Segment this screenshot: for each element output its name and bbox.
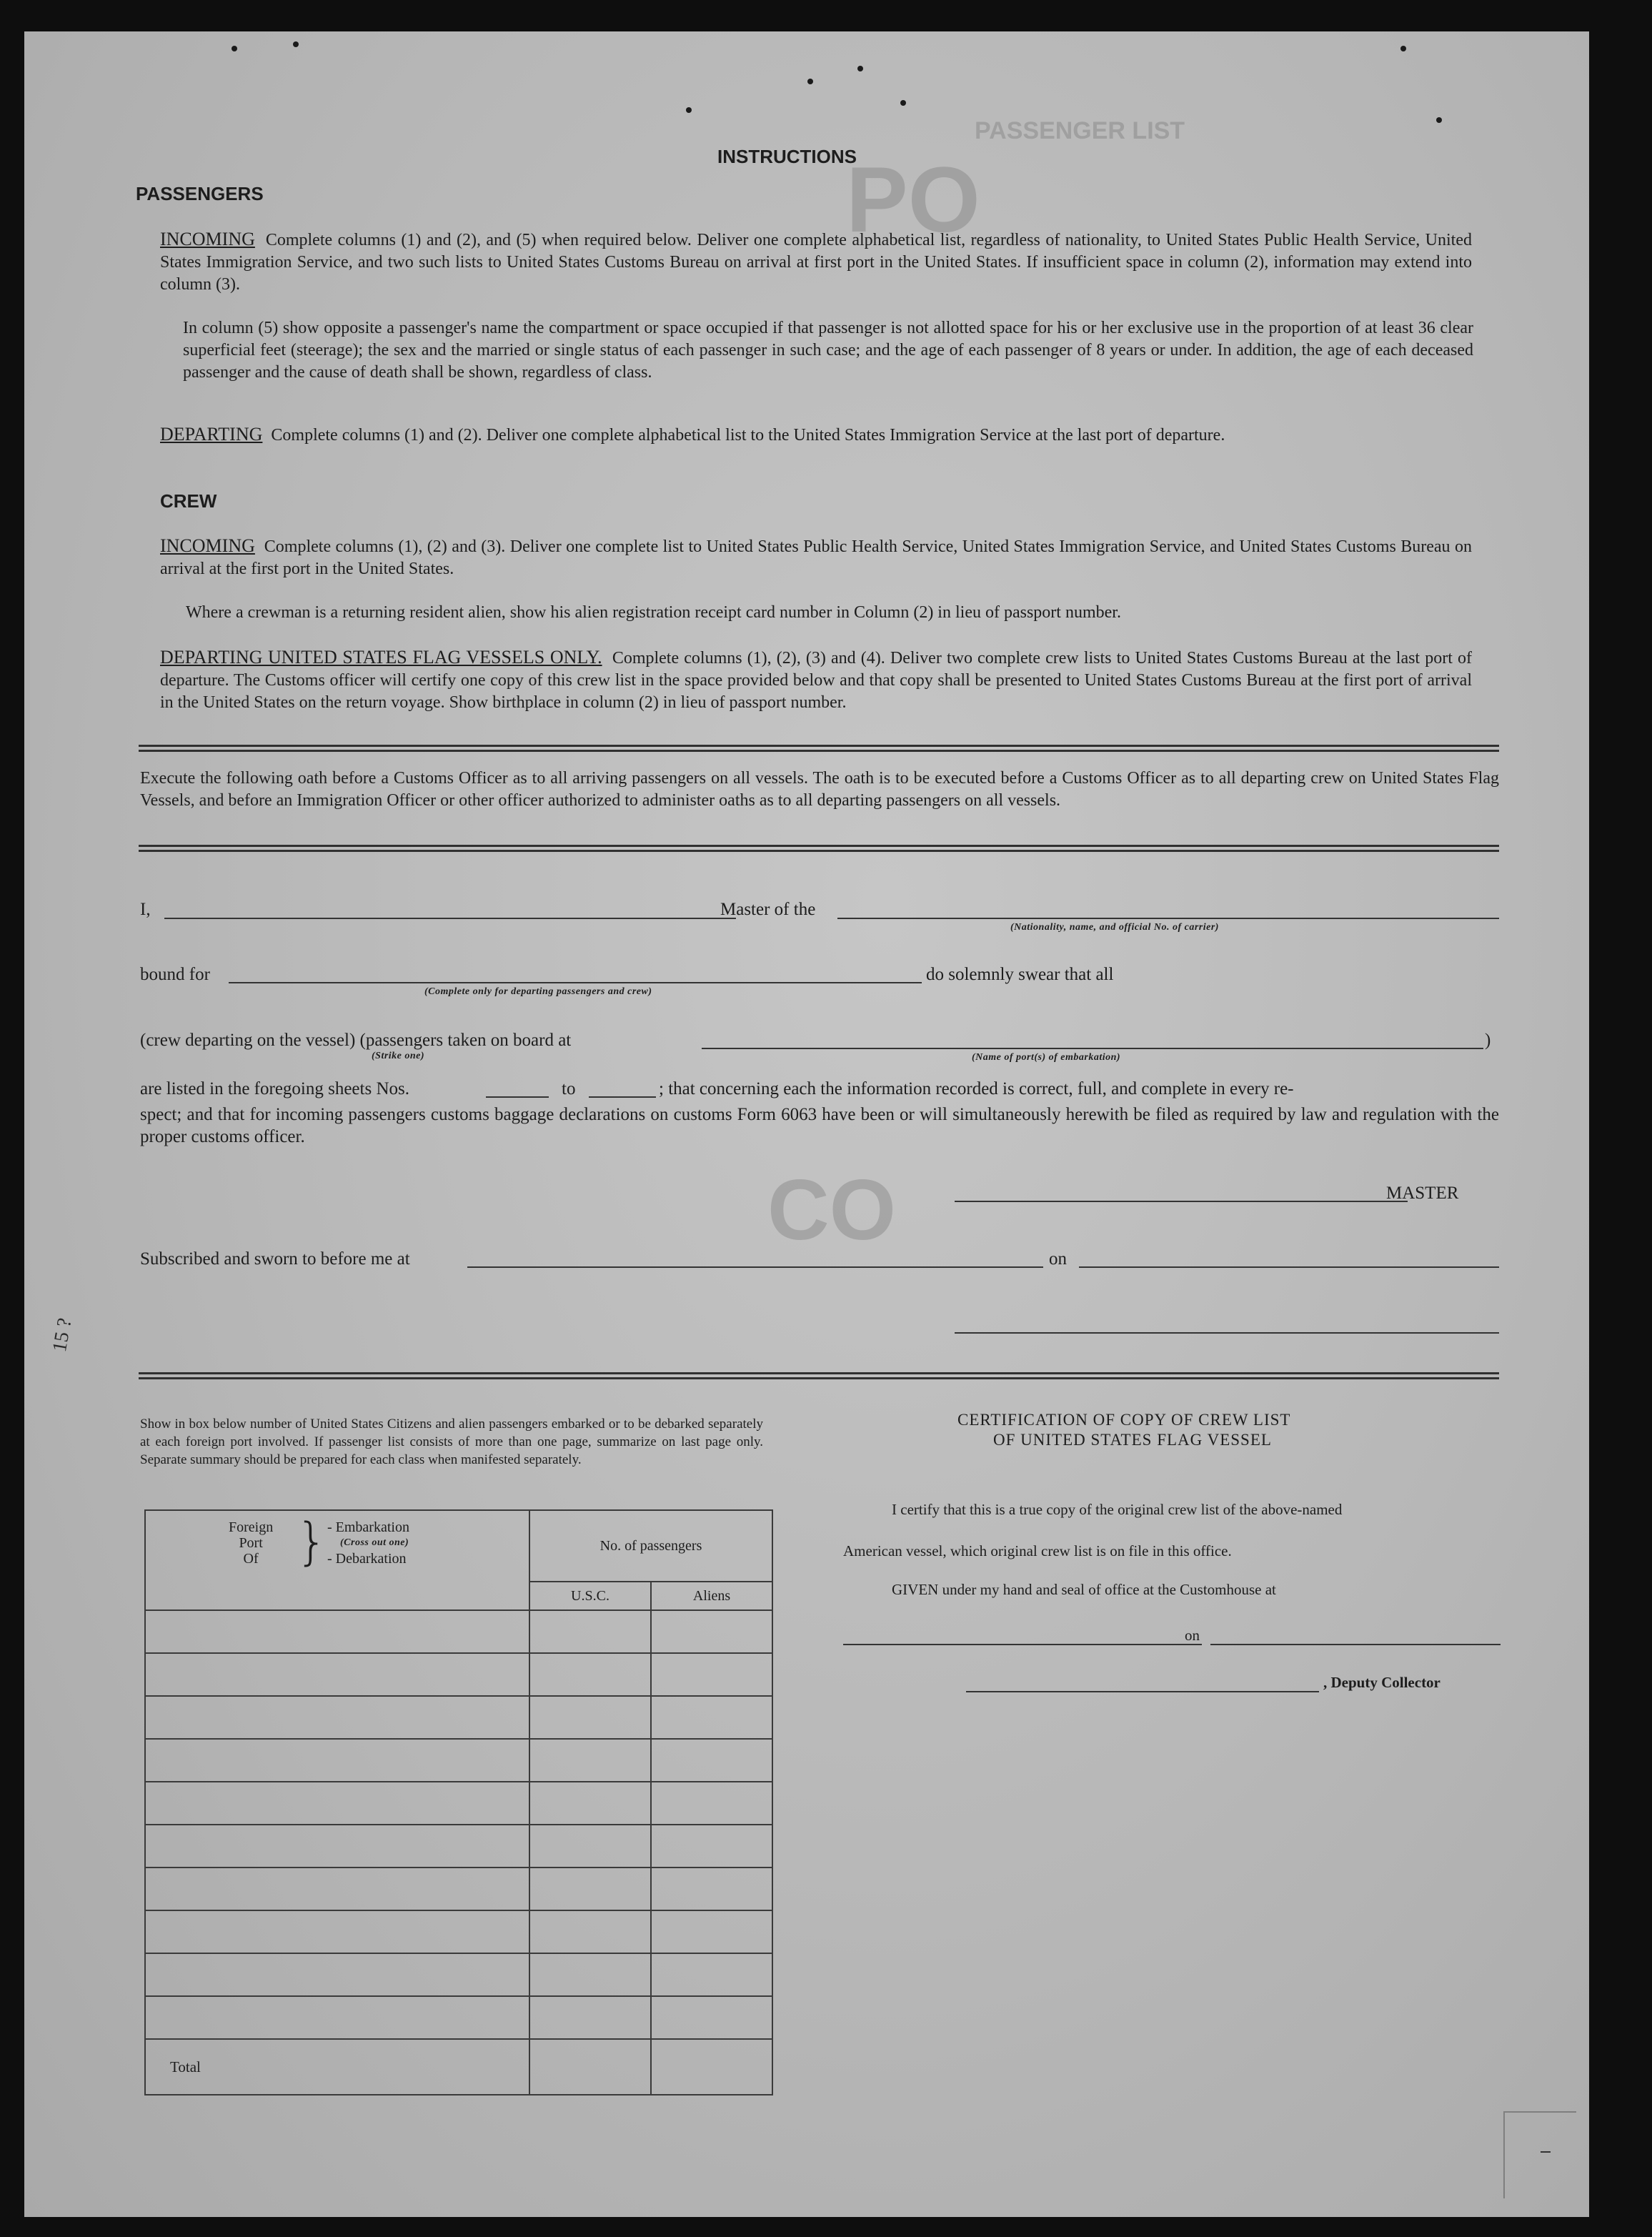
embark-options (327, 1519, 409, 1567)
column5-paragraph: In column (5) show opposite a passenger's name the compartment or space occupied if that passenger is not allotted space for his or her exclusive use in the proportion of at least 36 clear superficial feet (steerage); the sex and the married or single status of each passenger in such case; and the age of each passenger of 8 years or under. In addition, the age of each deceased passenger and the cause of death shall be shown, regardless of class. (183, 319, 1473, 382)
embarkation-option: - Embarkation (327, 1519, 409, 1535)
listed-rest: spect; and that for incoming passengers customs baggage declarations on customs Form 6063 have been or will simultaneously herewith be filed as required by law and regulation with the proper customs officer. (140, 1105, 1499, 1146)
oath-i-label: I, (140, 900, 151, 919)
usc-cell[interactable] (529, 1953, 651, 1996)
passengers-departing-text: Complete columns (1) and (2). Deliver one complete alphabetical list to the United States Immigration Service at the last port of departure. (271, 426, 1225, 445)
speck (293, 41, 299, 47)
carrier-field[interactable] (837, 918, 1499, 919)
aliens-cell[interactable] (651, 1868, 772, 1910)
port-cell[interactable] (145, 1953, 529, 1996)
total-label: Total (145, 2039, 529, 2095)
ports-caption: (Name of port(s) of embarkation) (972, 1052, 1121, 1063)
listed-post: ; that concerning each the information recorded is correct, full, and complete in every re- (659, 1079, 1294, 1098)
table-row (145, 1610, 772, 1653)
table-row (145, 1868, 772, 1910)
speck (1400, 46, 1406, 51)
crew-heading: CREW (160, 490, 217, 512)
corner-dash (1541, 2151, 1551, 2153)
crew-departing-paragraph (160, 646, 1472, 714)
certification-title-1: CERTIFICATION OF COPY OF CREW LIST (957, 1411, 1291, 1429)
oath-intro: Execute the following oath before a Customs Officer as to all arriving passengers on all vessels. The oath is to be executed before a Customs Officer as to all departing crew on United States Flag Vessels, and before an Immigration Officer or other officer authorized to administer oaths as to all departing passengers on all vessels. (140, 769, 1499, 810)
total-row (145, 2039, 772, 2095)
master-signature-field[interactable] (955, 1201, 1408, 1202)
sworn-on-label: on (1049, 1249, 1067, 1269)
section-divider (139, 845, 1499, 852)
usc-cell[interactable] (529, 1996, 651, 2039)
usc-cell[interactable] (529, 1739, 651, 1782)
passenger-summary-table (144, 1509, 773, 2095)
crew-departing-text-line: (crew departing on the vessel) (passengers taken on board at (140, 1031, 572, 1050)
port-cell[interactable] (145, 1910, 529, 1953)
aliens-cell[interactable] (651, 1610, 772, 1653)
aliens-cell[interactable] (651, 1910, 772, 1953)
speck (807, 79, 813, 84)
speck (686, 107, 692, 113)
table-row (145, 1653, 772, 1696)
table-row (145, 1953, 772, 1996)
aliens-cell[interactable] (651, 1739, 772, 1782)
bleed-through-mark: PO (846, 147, 980, 252)
carrier-caption: (Nationality, name, and official No. of carrier) (1010, 922, 1219, 933)
table-row (145, 1996, 772, 2039)
no-passengers-header: No. of passengers (529, 1510, 772, 1582)
table-row (145, 1825, 772, 1868)
summary-intro: Show in box below number of United States Citizens and alien passengers embarked or to be debarked separately at each foreign port involved. If passenger list consists of more than one page, summarize on last page only. Separate summary should be prepared for each class when manifested separately. (140, 1417, 763, 1467)
passengers-heading: PASSENGERS (136, 183, 264, 204)
certify-line-2: American vessel, which original crew list is on file in this office. (843, 1542, 1232, 1559)
usc-cell[interactable] (529, 1868, 651, 1910)
sworn-place-field[interactable] (467, 1266, 1043, 1268)
incoming-label: INCOMING (160, 229, 255, 249)
certification-title-2: OF UNITED STATES FLAG VESSEL (993, 1431, 1272, 1449)
speck (1436, 117, 1442, 123)
listed-to: to (562, 1079, 576, 1098)
passengers-incoming-text: Complete columns (1) and (2), and (5) when required below. Deliver one complete alphabetical list, regardless of nationality, to United States Public Health Service, United States Immigration Service, and two such lists to United States Customs Bureau on arrival at first port in the United States. If insufficient space in column (2), information may extend into column (3). (160, 231, 1473, 294)
certification-on-label: on (1185, 1627, 1200, 1644)
usc-header: U.S.C. (529, 1582, 651, 1610)
bleed-through-mark: CO (767, 1162, 896, 1258)
aliens-cell[interactable] (651, 1953, 772, 1996)
subscribed-label: Subscribed and sworn to before me at (140, 1249, 410, 1269)
cross-out-caption: (Cross out one) (340, 1537, 409, 1548)
usc-cell[interactable] (529, 1696, 651, 1739)
port-cell[interactable] (145, 1825, 529, 1868)
passengers-incoming-paragraph (160, 228, 1472, 296)
corner-box (1503, 2111, 1576, 2198)
section-divider (139, 1372, 1499, 1379)
usc-cell[interactable] (529, 1653, 651, 1696)
aliens-cell[interactable] (651, 1996, 772, 2039)
departing-label: DEPARTING (160, 424, 263, 445)
usc-cell[interactable] (529, 1610, 651, 1653)
sheet-to-field[interactable] (589, 1096, 656, 1098)
port-label (229, 1519, 273, 1567)
customhouse-field[interactable] (843, 1644, 1202, 1645)
bleed-through-mark: PASSENGER LIST (975, 117, 1185, 144)
aliens-cell[interactable] (651, 1782, 772, 1825)
master-of-label: Master of the (720, 900, 816, 919)
speck (857, 66, 863, 71)
certify-line-1: I certify that this is a true copy of the original crew list of the above-named (892, 1501, 1343, 1518)
port-cell[interactable] (145, 1739, 529, 1782)
brace: } (296, 1512, 328, 1571)
port-label-line: Of (243, 1551, 259, 1567)
debarkation-option: - Debarkation (327, 1551, 407, 1567)
aliens-cell[interactable] (651, 1825, 772, 1868)
ports-field[interactable] (702, 1048, 1483, 1049)
speck (900, 100, 906, 106)
port-cell[interactable] (145, 1868, 529, 1910)
total-aliens-cell[interactable] (651, 2039, 772, 2095)
crew-departing-label: DEPARTING UNITED STATES FLAG VESSELS ONLY. (160, 647, 602, 668)
port-cell[interactable] (145, 1696, 529, 1739)
table-row (145, 1696, 772, 1739)
crew-resident-paragraph: Where a crewman is a returning resident alien, show his alien registration receipt card number in Column (2) in lieu of passport number. (186, 603, 1121, 622)
crew-incoming-text: Complete columns (1), (2) and (3). Deliver one complete list to United States Public Health Service, United States Immigration Service, and United States Customs Bureau on arrival at the first port in the United States. (160, 537, 1473, 578)
table-row (145, 1910, 772, 1953)
officer-signature-field[interactable] (955, 1332, 1499, 1334)
margin-handwritten-note: 15 ? (48, 1316, 76, 1354)
sheet-from-field[interactable] (486, 1096, 549, 1098)
crew-incoming-label: INCOMING (160, 535, 255, 556)
swear-text: do solemnly swear that all (926, 965, 1114, 984)
port-cell[interactable] (145, 1653, 529, 1696)
aliens-cell[interactable] (651, 1696, 772, 1739)
usc-cell[interactable] (529, 1910, 651, 1953)
port-label-line: Port (239, 1535, 263, 1551)
section-divider (139, 745, 1499, 752)
aliens-cell[interactable] (651, 1653, 772, 1696)
total-usc-cell[interactable] (529, 2039, 651, 2095)
bound-for-label: bound for (140, 965, 210, 984)
listed-pre: are listed in the foregoing sheets Nos. (140, 1079, 409, 1098)
aliens-header: Aliens (651, 1582, 772, 1610)
port-cell[interactable] (145, 1782, 529, 1825)
sworn-date-field[interactable] (1079, 1266, 1499, 1268)
port-cell[interactable] (145, 1996, 529, 2039)
close-paren: ) (1485, 1031, 1491, 1050)
master-signature-label: MASTER (1386, 1184, 1459, 1203)
passengers-departing-paragraph (160, 423, 1472, 447)
speck (232, 46, 237, 51)
master-name-field[interactable] (164, 918, 736, 919)
form-page (24, 31, 1589, 2217)
bound-for-caption: (Complete only for departing passengers and crew) (424, 986, 652, 997)
crew-incoming-paragraph (160, 535, 1472, 580)
page-title: INSTRUCTIONS (717, 146, 857, 167)
deputy-collector-label: , Deputy Collector (1323, 1674, 1440, 1691)
crew-departing-text: Complete columns (1), (2), (3) and (4). Deliver two complete crew lists to United States Customs Bureau at the last port of departure. The Customs officer will certify one copy of this crew list in the space provided below and that copy shall be presented to United States Customs Bureau at the first port of arrival in the United States on the return voyage. Show birthplace in column (2) in lieu of passport number. (160, 649, 1472, 712)
bound-for-field[interactable] (229, 982, 922, 983)
port-cell[interactable] (145, 1610, 529, 1653)
usc-cell[interactable] (529, 1825, 651, 1868)
table-row (145, 1739, 772, 1782)
certification-date-field[interactable] (1210, 1644, 1501, 1645)
usc-cell[interactable] (529, 1782, 651, 1825)
given-line: GIVEN under my hand and seal of office at the Customhouse at (892, 1581, 1276, 1598)
table-row (145, 1782, 772, 1825)
port-label-line: Foreign (229, 1519, 274, 1535)
strike-one-caption: (Strike one) (372, 1051, 425, 1061)
deputy-collector-signature-field[interactable] (966, 1691, 1319, 1692)
table-header-row (145, 1510, 772, 1582)
port-header-cell (145, 1510, 529, 1610)
